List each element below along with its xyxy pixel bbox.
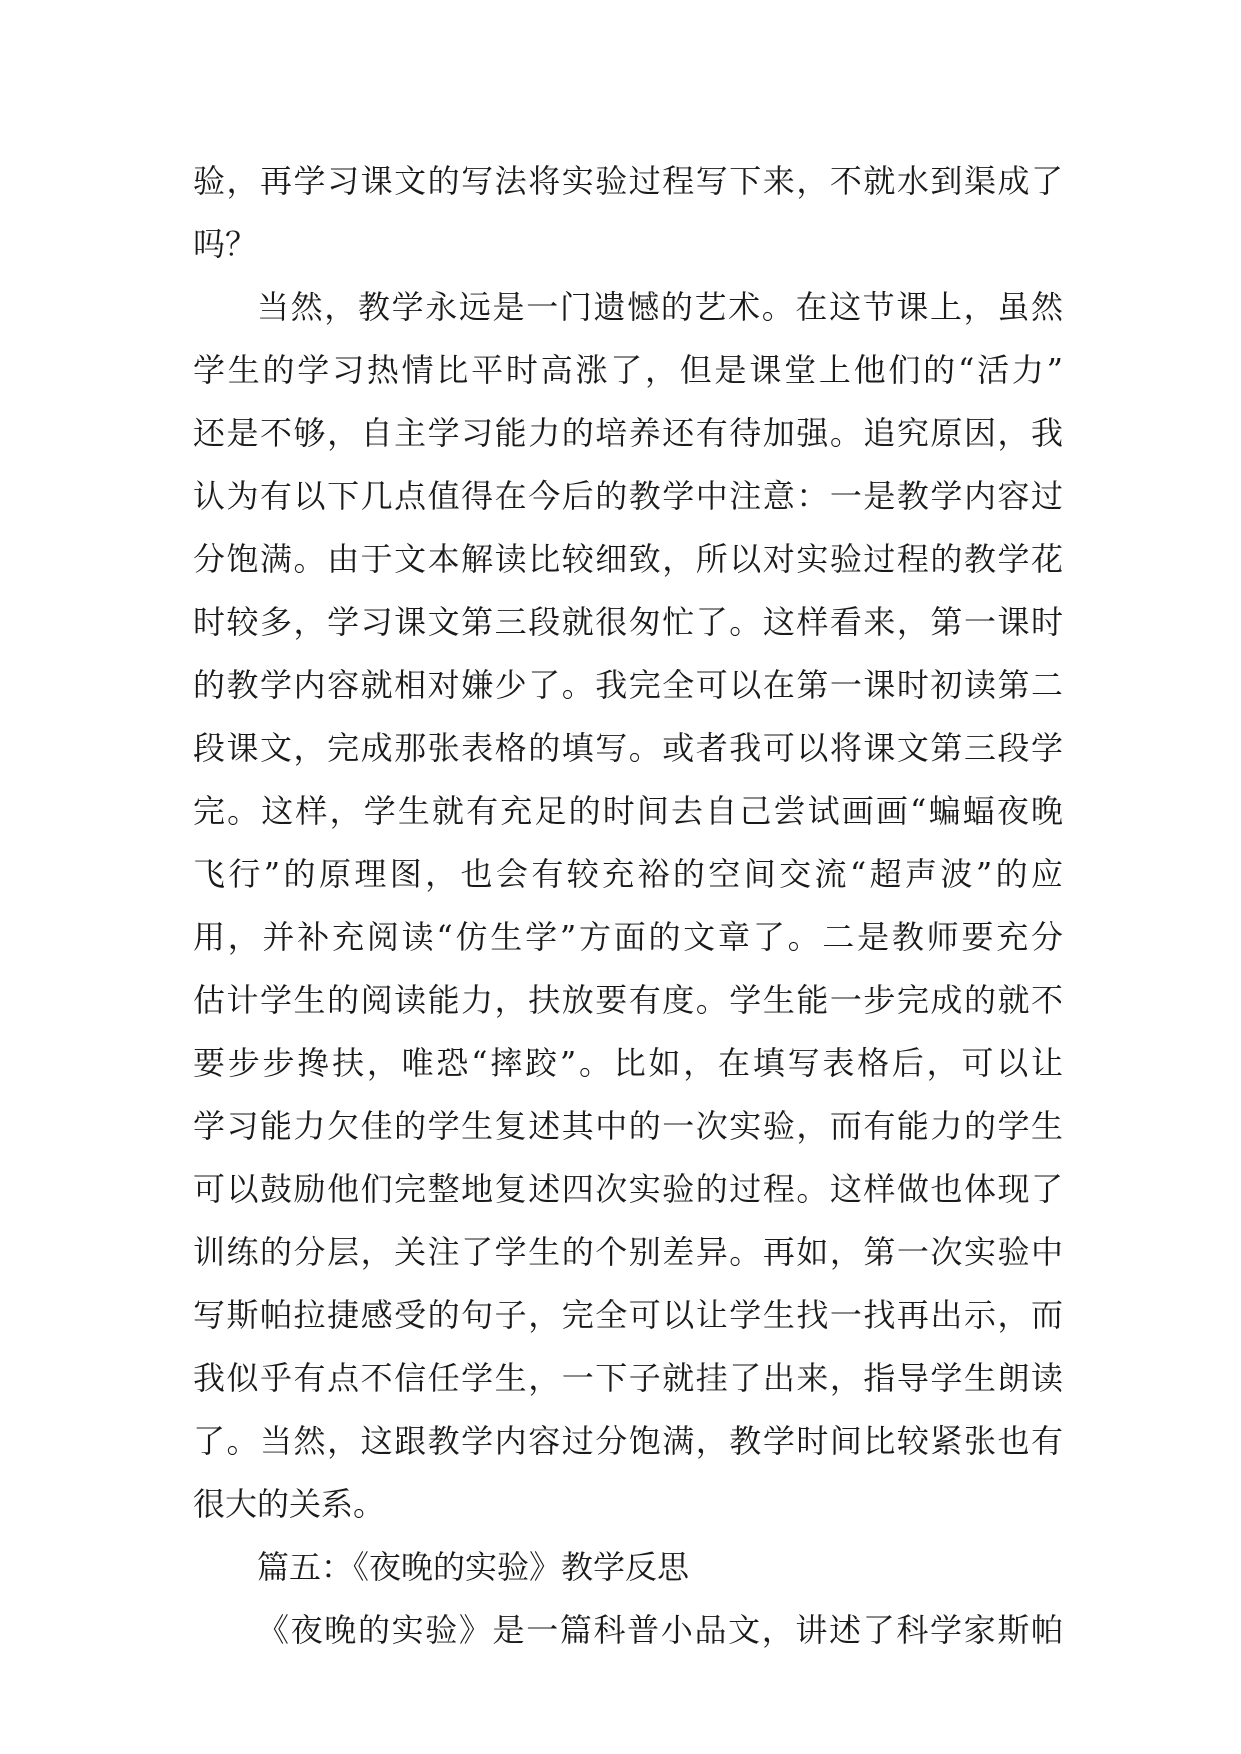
text-line: 很大的关系。 bbox=[193, 1485, 386, 1523]
text-line: 学习能力欠佳的学生复述其中的一次实验，而有能力的学生 bbox=[193, 1107, 1063, 1145]
text-line: 我似乎有点不信任学生，一下子就挂了出来，指导学生朗读 bbox=[193, 1359, 1063, 1397]
text-line: 可以鼓励他们完整地复述四次实验的过程。这样做也体现了 bbox=[193, 1170, 1063, 1208]
text-line: 写斯帕拉捷感受的句子，完全可以让学生找一找再出示，而 bbox=[193, 1296, 1063, 1334]
text-line: 分饱满。由于文本解读比较细致，所以对实验过程的教学花 bbox=[193, 540, 1063, 578]
text-line: 吗？ bbox=[193, 225, 258, 263]
paragraph-continuation bbox=[193, 150, 1063, 276]
text-line: 段课文，完成那张表格的填写。或者我可以将课文第三段学 bbox=[193, 729, 1063, 767]
text-line: 时较多，学习课文第三段就很匆忙了。这样看来，第一课时 bbox=[193, 603, 1063, 641]
text-line: 完。这样，学生就有充足的时间去自己尝试画画“蝙蝠夜晚 bbox=[193, 792, 1063, 830]
section-heading bbox=[193, 1536, 1063, 1599]
text-line: 了。当然，这跟教学内容过分饱满，教学时间比较紧张也有 bbox=[193, 1422, 1063, 1460]
text-line: 验，再学习课文的写法将实验过程写下来，不就水到渠成了 bbox=[193, 162, 1063, 200]
text-line: 用，并补充阅读“仿生学”方面的文章了。二是教师要充分 bbox=[193, 918, 1063, 956]
paragraph-intro bbox=[193, 1599, 1063, 1662]
section-title: 篇五：《夜晚的实验》教学反思 bbox=[257, 1548, 690, 1586]
text-line: 学生的学习热情比平时高涨了，但是课堂上他们的“活力” bbox=[193, 351, 1063, 389]
text-line: 飞行”的原理图，也会有较充裕的空间交流“超声波”的应 bbox=[193, 855, 1063, 893]
text-line: 的教学内容就相对嫌少了。我完全可以在第一课时初读第二 bbox=[193, 666, 1063, 704]
text-line: 《夜晚的实验》是一篇科普小品文，讲述了科学家斯帕 bbox=[257, 1611, 1063, 1649]
text-line: 认为有以下几点值得在今后的教学中注意：一是教学内容过 bbox=[193, 477, 1063, 515]
paragraph-reflection bbox=[193, 276, 1063, 1536]
text-line: 还是不够，自主学习能力的培养还有待加强。追究原因，我 bbox=[193, 414, 1063, 452]
text-line: 训练的分层，关注了学生的个别差异。再如，第一次实验中 bbox=[193, 1233, 1063, 1271]
body-text bbox=[193, 150, 1063, 1662]
text-line: 估计学生的阅读能力，扶放要有度。学生能一步完成的就不 bbox=[193, 981, 1063, 1019]
text-line: 要步步搀扶，唯恐“摔跤”。比如，在填写表格后，可以让 bbox=[193, 1044, 1063, 1082]
text-line: 当然，教学永远是一门遗憾的艺术。在这节课上，虽然 bbox=[257, 288, 1063, 326]
